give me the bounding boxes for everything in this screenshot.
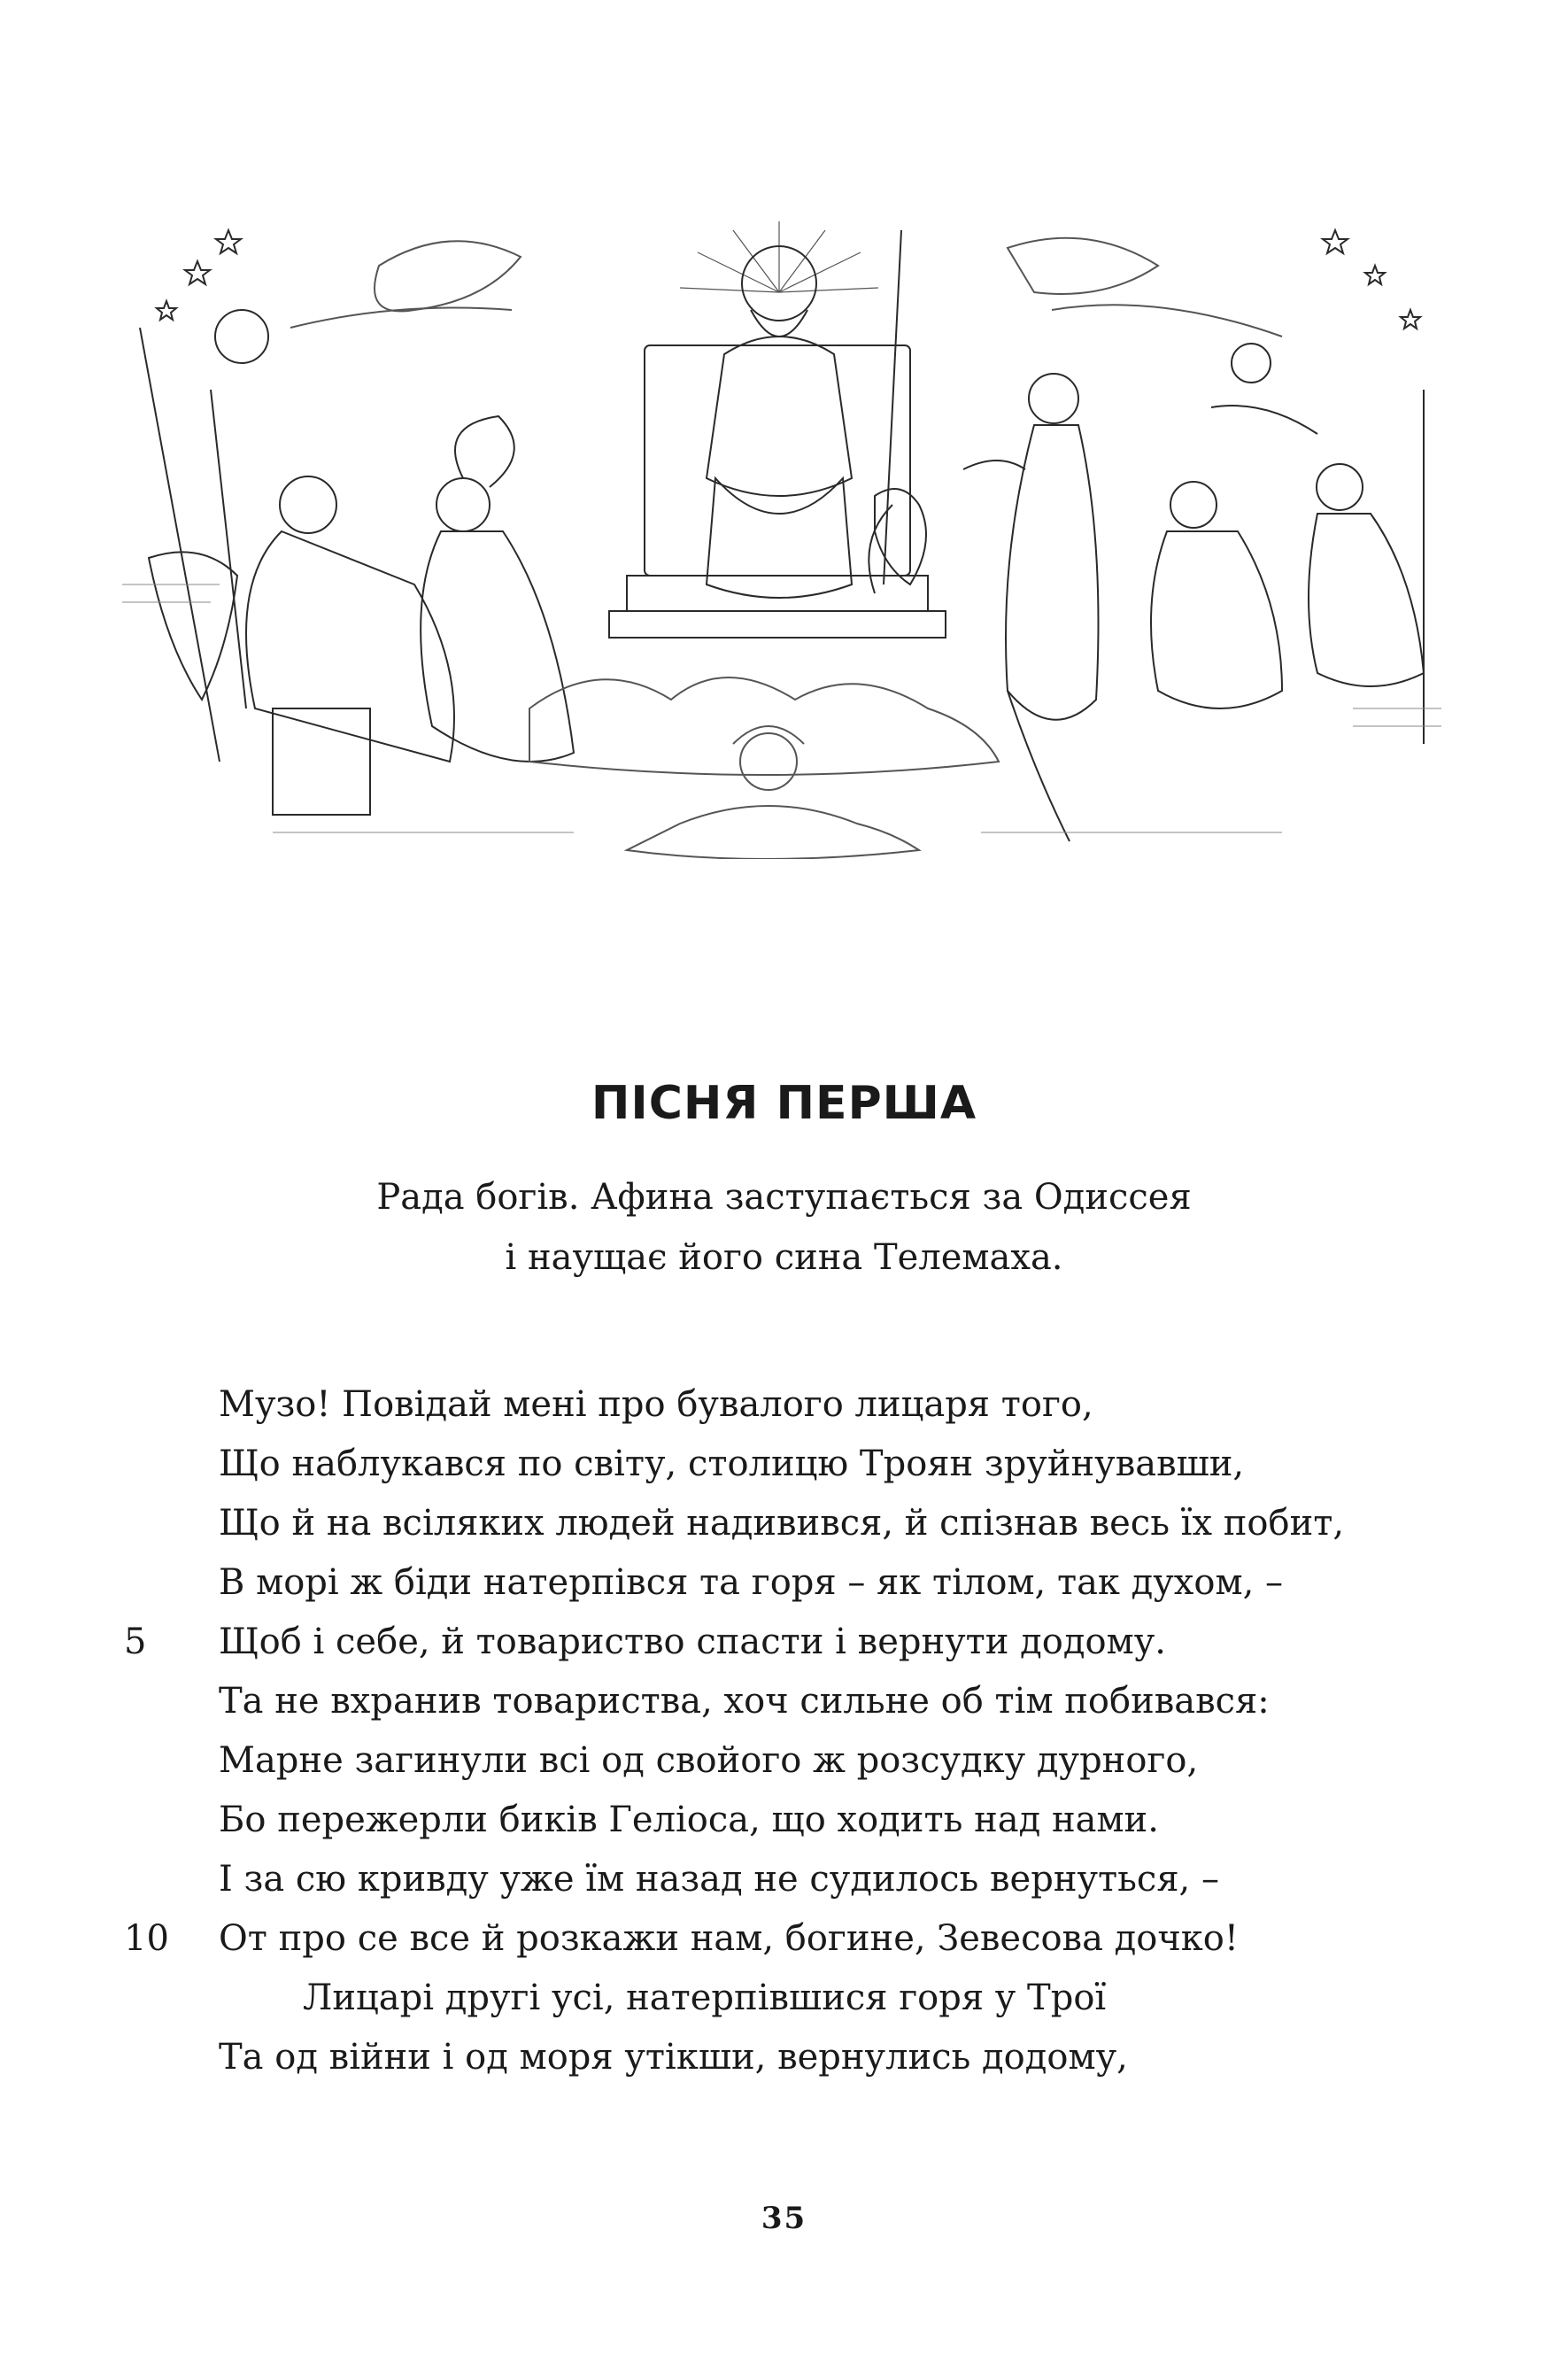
- poem-line: [0, 1553, 1568, 1613]
- poem-line: [0, 1672, 1568, 1731]
- line-text: Бо пережерли биків Геліоса, що ходить над нами.: [219, 1800, 1159, 1840]
- poem-text: [0, 1375, 1568, 2087]
- line-text: Лицарі другі усі, натерпівшися горя у Трої: [303, 1978, 1107, 2018]
- poem-line: [0, 1613, 1568, 1672]
- line-number: 5: [124, 1622, 147, 1662]
- line-text: От про се все й розкажи нам, богине, Зевесова дочко!: [219, 1918, 1239, 1959]
- line-text: Щоб і себе, й товариство спасти і вернути додому.: [219, 1622, 1166, 1662]
- subtitle-line: і наущає його сина Телемаха.: [505, 1237, 1063, 1278]
- line-number: 10: [124, 1918, 169, 1959]
- clouds-and-reclining-figure: [529, 677, 999, 859]
- poem-line: [0, 1731, 1568, 1791]
- left-seated-gods: [140, 310, 574, 815]
- poem-line: [0, 1909, 1568, 1969]
- line-text: Та не вхранив товариства, хоч сильне об тім побивався:: [219, 1681, 1270, 1722]
- line-text: Та од війни і од моря утікши, вернулись додому,: [219, 2037, 1128, 2078]
- eagle: [869, 489, 926, 593]
- chapter-subtitle: [0, 1167, 1568, 1288]
- line-text: Музо! Повідай мені про бувалого лицаря того,: [219, 1384, 1093, 1425]
- flying-figures: [290, 238, 1282, 337]
- chapter-title: ПІСНЯ ПЕРША: [591, 1077, 977, 1130]
- line-text: Що наблукався по світу, столицю Троян зруйнувавши,: [219, 1444, 1245, 1484]
- subtitle-line: Рада богів. Афина заступається за Одиссея: [376, 1177, 1192, 1218]
- poem-line: [0, 1969, 1568, 2028]
- line-text: В морі ж біди натерпівся та горя – як тілом, так духом, –: [219, 1562, 1283, 1603]
- page-number: 35: [761, 2201, 807, 2236]
- glory-rays: [680, 221, 878, 292]
- right-standing-gods: [963, 344, 1424, 841]
- council-of-gods-illustration: [113, 213, 1446, 859]
- line-text: Що й на всіляких людей надивився, й спізнав весь їх побит,: [219, 1503, 1345, 1544]
- poem-line: [0, 2028, 1568, 2087]
- poem-line: [0, 1791, 1568, 1850]
- line-text: І за сю кривду уже їм назад не судилось вернуться, –: [219, 1859, 1219, 1900]
- line-text: Марне загинули всі од свойого ж розсудку дурного,: [219, 1740, 1199, 1781]
- poem-line: [0, 1435, 1568, 1494]
- poem-line: [0, 1494, 1568, 1553]
- poem-line: [0, 1850, 1568, 1909]
- poem-line: [0, 1375, 1568, 1435]
